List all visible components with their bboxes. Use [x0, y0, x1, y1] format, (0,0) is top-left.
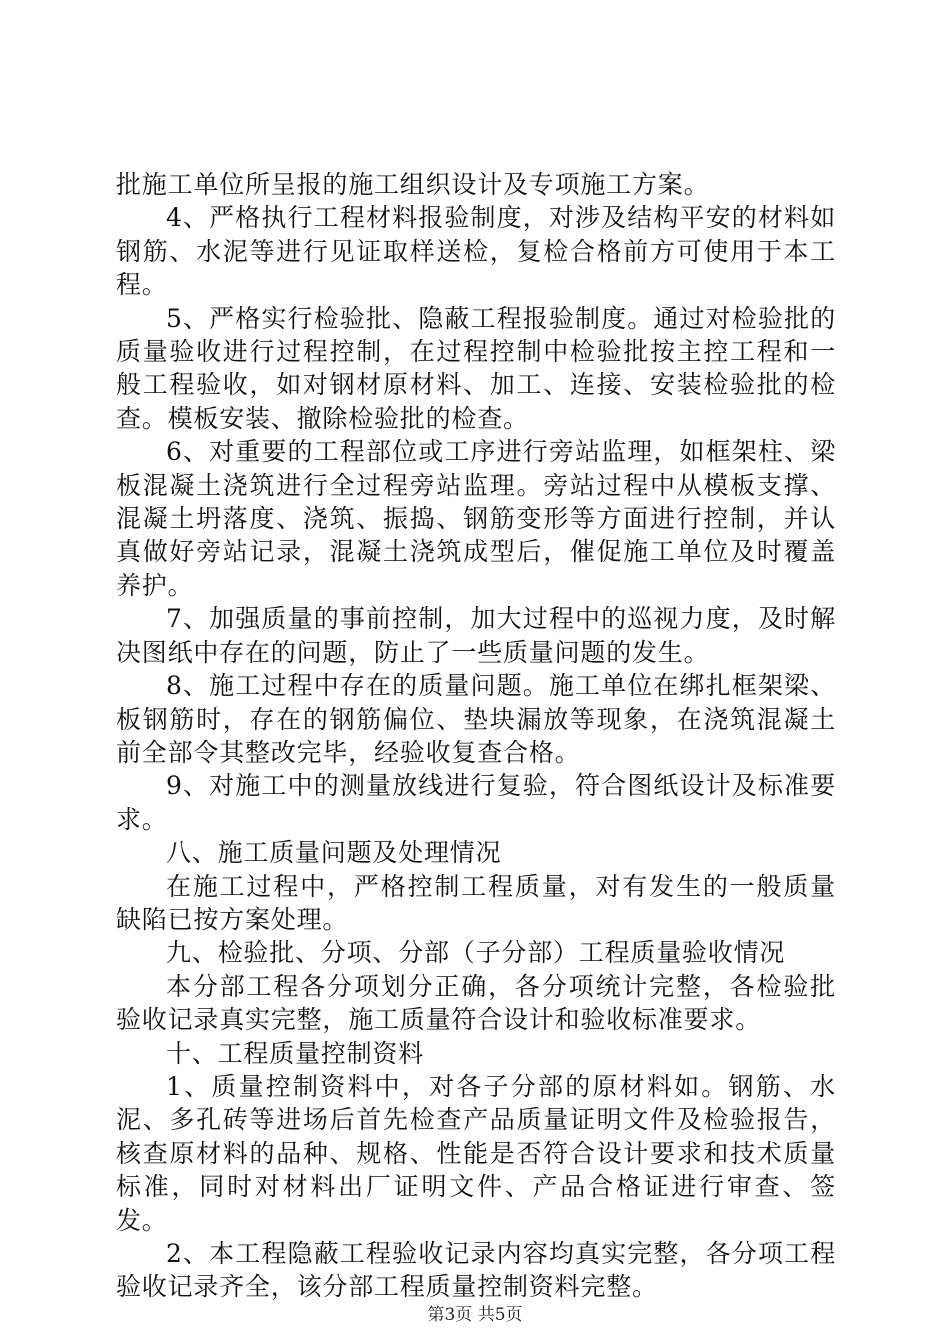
page-number-footer: 第3页 共5页 [427, 1305, 523, 1325]
paragraph-item-7: 7、加强质量的事前控制，加大过程中的巡视力度，及时解决图纸中存在的问题，防止了一些质量问题的发生。 [116, 604, 836, 667]
paragraph-section-10-item-1: 1、质量控制资料中，对各子分部的原材料如。钢筋、水泥、多孔砖等进场后首先检查产品质量证明文件及检验报告，核查原材料的品种、规格、性能是否符合设计要求和技术质量标准，同时对材料出厂证明文件、产品合格证进行审查、签发。 [116, 1071, 836, 1235]
section-heading-10: 十、工程质量控制资料 [166, 1038, 425, 1068]
paragraph-item-4: 4、严格执行工程材料报验制度，对涉及结构平安的材料如钢筋、水泥等进行见证取样送检，复检合格前方可使用于本工程。 [116, 203, 836, 300]
paragraph-section-10-item-2: 2、本工程隐蔽工程验收记录内容均真实完整，各分项工程验收记录齐全，该分部工程质量控制资料完整。 [116, 1239, 836, 1302]
paragraph-item-6: 6、对重要的工程部位或工序进行旁站监理，如框架柱、梁板混凝土浇筑进行全过程旁站监理。旁站过程中从模板支撑、混凝土坍落度、浇筑、振捣、钢筋变形等方面进行控制，并认真做好旁站记录，混凝土浇筑成型后，催促施工单位及时覆盖养护。 [116, 437, 836, 600]
paragraph-item-5: 5、严格实行检验批、隐蔽工程报验制度。通过对检验批的质量验收进行过程控制，在过程控制中检验批按主控工程和一般工程验收，如对钢材原材料、加工、连接、安装检验批的检查。模板安装、撤除检验批的检查。 [116, 303, 836, 433]
document-body [116, 168, 836, 1304]
paragraph-item-9: 9、对施工中的测量放线进行复验，符合图纸设计及标准要求。 [116, 771, 836, 834]
paragraph-section-9-body: 本分部工程各分项划分正确，各分项统计完整，各检验批验收记录真实完整，施工质量符合设计和验收标准要求。 [116, 971, 836, 1035]
paragraph-section-8-body: 在施工过程中，严格控制工程质量，对有发生的一般质量缺陷已按方案处理。 [116, 871, 836, 934]
section-heading-9: 九、检验批、分项、分部（子分部）工程质量验收情况 [166, 938, 786, 968]
paragraph-item-8: 8、施工过程中存在的质量问题。施工单位在绑扎框架梁、板钢筋时，存在的钢筋偏位、垫块漏放等现象，在浇筑混凝土前全部令其整改完毕，经验收复查合格。 [116, 671, 836, 767]
section-heading-8: 八、施工质量问题及处理情况 [166, 838, 502, 868]
paragraph-continuation: 批施工单位所呈报的施工组织设计及专项施工方案。 [116, 170, 710, 199]
